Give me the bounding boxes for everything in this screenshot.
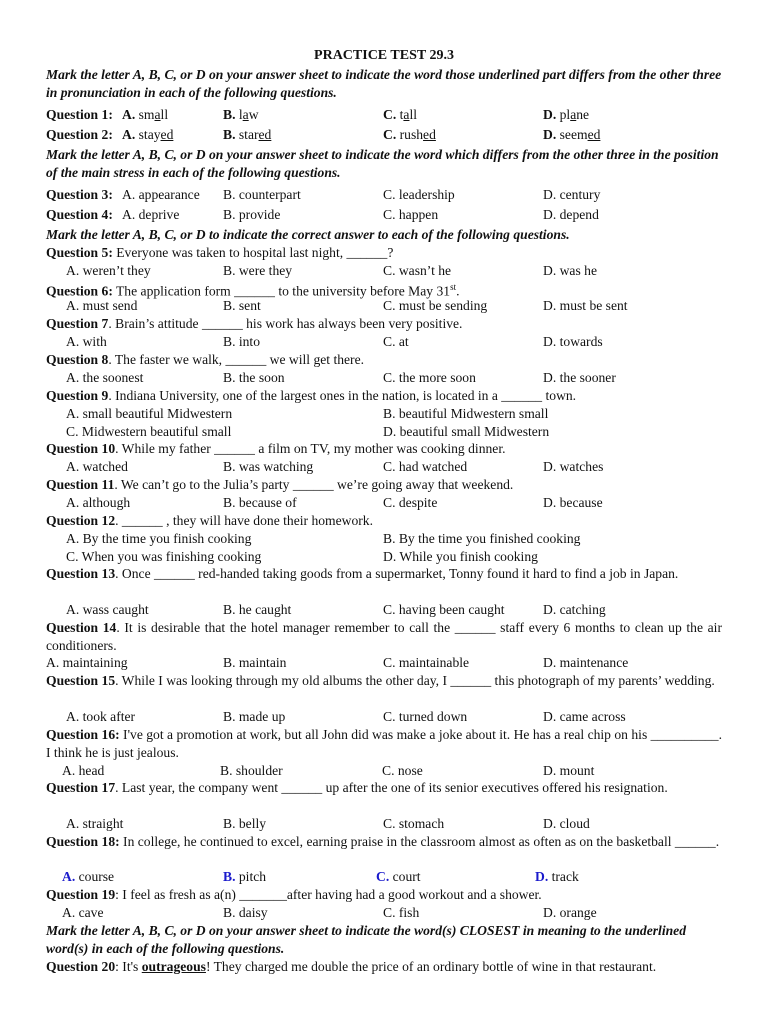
option-a: A. weren’t they	[66, 263, 151, 278]
option-a: A. the soonest	[66, 370, 144, 385]
question-1	[46, 106, 722, 124]
option-b: B. made up	[223, 709, 286, 724]
option-d: D. plane	[543, 107, 590, 122]
option-d: D. must be sent	[543, 298, 628, 313]
option-d: D. century	[543, 187, 601, 202]
option-c: C. When you was finishing cooking	[66, 549, 262, 564]
option-c: C. must be sending	[383, 298, 488, 313]
option-d: D. because	[543, 495, 603, 510]
option-a: A. appearance	[122, 187, 200, 202]
question-6: Question 6: The application form ______ to the university before May 31st.	[46, 282, 460, 299]
question-12: Question 12. ______ , they will have done their homework.	[46, 513, 373, 528]
question-19: Question 19: I feel as fresh as a(n) _______after having had a good workout and a shower.	[46, 887, 542, 902]
instruction-pronunciation: Mark the letter A, B, C, or D on your answer sheet to indicate the word those underlined part differs from the other three in pronunciation in each of the following questions.	[46, 67, 722, 100]
option-b: B. were they	[223, 263, 293, 278]
option-c: C. tall	[383, 107, 418, 122]
question-20: Question 20: It's outrageous! They charged me double the price of an ordinary bottle of wine in that restaurant.	[46, 959, 657, 974]
page-title: PRACTICE TEST 29.3	[314, 48, 454, 63]
option-c: C. leadership	[383, 187, 455, 202]
option-a: A. small	[122, 107, 169, 122]
option-b: B. was watching	[223, 459, 314, 474]
option-d: D. track	[535, 869, 579, 884]
option-a: A. head	[62, 763, 105, 778]
option-a: A. although	[66, 495, 131, 510]
option-b: B. the soon	[223, 370, 285, 385]
question-4	[46, 206, 722, 224]
question-17: Question 17. Last year, the company went ______ up after the one of its senior executives offered his resignation.	[46, 780, 668, 795]
option-c: C. nose	[382, 763, 423, 778]
option-d: D. mount	[543, 763, 595, 778]
option-d: D. catching	[543, 602, 606, 617]
option-a: A. By the time you finish cooking	[66, 531, 252, 546]
option-d: D. maintenance	[543, 655, 629, 670]
option-b: B. into	[223, 334, 261, 349]
option-b: B. sent	[223, 298, 261, 313]
option-c: C. turned down	[383, 709, 468, 724]
question-9: Question 9. Indiana University, one of the largest ones in the nation, is located in a ______ town.	[46, 388, 577, 403]
option-d: D. towards	[543, 334, 603, 349]
question-8: Question 8. The faster we walk, ______ we will get there.	[46, 352, 365, 367]
option-a: A. small beautiful Midwestern	[66, 406, 233, 421]
option-a: A. stayed	[122, 127, 174, 142]
option-d: D. seemed	[543, 127, 601, 142]
option-b: B. shoulder	[220, 763, 283, 778]
option-a: A. course	[62, 869, 115, 884]
option-c: C. court	[376, 869, 421, 884]
option-a: A. took after	[66, 709, 136, 724]
underlined-word: outrageous	[141, 959, 206, 974]
option-c: C. having been caught	[383, 602, 505, 617]
option-d: D. While you finish cooking	[383, 549, 538, 564]
instruction-stress: Mark the letter A, B, C, or D on your answer sheet to indicate the word which differs from the other three in the position of the main stress in each of the following questions.	[46, 147, 719, 180]
option-c: C. wasn’t he	[383, 263, 452, 278]
question-2	[46, 126, 722, 144]
question-13: Question 13. Once ______ red-handed taking goods from a supermarket, Tonny found it hard to find a job in Japan.	[46, 566, 679, 581]
option-c: C. fish	[383, 905, 420, 920]
question-15: Question 15. While I was looking through my old albums the other day, I ______ this photograph of my parents’ wedding.	[46, 673, 715, 688]
question-5: Question 5: Everyone was taken to hospital last night, ______?	[46, 245, 394, 260]
option-d: D. the sooner	[543, 370, 616, 385]
option-c: C. had watched	[383, 459, 468, 474]
option-c: C. at	[383, 334, 409, 349]
option-b: B. he caught	[223, 602, 292, 617]
option-a: A. deprive	[122, 207, 180, 222]
question-label: Question 3:	[46, 187, 113, 202]
option-b: B. provide	[223, 207, 281, 222]
option-a: A. must send	[66, 298, 138, 313]
instruction-correct-answer: Mark the letter A, B, C, or D to indicate the correct answer to each of the following questions.	[46, 227, 570, 242]
question-10: Question 10. While my father ______ a film on TV, my mother was cooking dinner.	[46, 441, 506, 456]
option-d: D. was he	[543, 263, 597, 278]
option-a: A. watched	[66, 459, 128, 474]
option-d: D. cloud	[543, 816, 590, 831]
option-b: B. pitch	[223, 869, 267, 884]
question-11: Question 11. We can’t go to the Julia’s party ______ we’re going away that weekend.	[46, 477, 514, 492]
option-d: D. came across	[543, 709, 626, 724]
question-7: Question 7. Brain’s attitude ______ his work has always been very positive.	[46, 316, 463, 331]
question-3	[46, 186, 722, 204]
option-c: C. despite	[383, 495, 438, 510]
option-b: B. daisy	[223, 905, 268, 920]
instruction-closest-meaning: Mark the letter A, B, C, or D on your answer sheet to indicate the word(s) CLOSEST in meaning to the underlined word(s) in each of the following questions.	[46, 923, 686, 956]
option-d: D. orange	[543, 905, 597, 920]
option-a: A. straight	[66, 816, 124, 831]
option-b: B. law	[223, 107, 259, 122]
option-d: D. watches	[543, 459, 604, 474]
option-a: A. wass caught	[66, 602, 149, 617]
option-a: A. with	[66, 334, 107, 349]
question-18: Question 18: In college, he continued to excel, earning praise in the classroom almost as often as on the basketball ______.	[46, 834, 720, 849]
question-label: Question 2:	[46, 127, 113, 142]
question-label: Question 1:	[46, 107, 113, 122]
option-b: B. beautiful Midwestern small	[383, 406, 549, 421]
option-a: A. cave	[62, 905, 104, 920]
option-c: C. Midwestern beautiful small	[66, 424, 232, 439]
option-b: B. because of	[223, 495, 297, 510]
option-c: C. stomach	[383, 816, 445, 831]
option-d: D. beautiful small Midwestern	[383, 424, 550, 439]
option-b: B. maintain	[223, 655, 287, 670]
question-14: Question 14. It is desirable that the hotel manager remember to call the ______ staff every 6 months to clean up the air conditioners.	[46, 620, 722, 653]
option-c: C. rushed	[383, 127, 436, 142]
question-label: Question 4:	[46, 207, 113, 222]
option-c: C. the more soon	[383, 370, 476, 385]
option-c: C. maintainable	[383, 655, 470, 670]
option-b: B. stared	[223, 127, 272, 142]
option-d: D. depend	[543, 207, 599, 222]
question-16: Question 16: I've got a promotion at work, but all John did was make a joke about it. He has a real chip on his __________. I think he is just jealous.	[46, 727, 722, 760]
option-b: B. counterpart	[223, 187, 301, 202]
option-a: A. maintaining	[46, 655, 128, 670]
option-c: C. happen	[383, 207, 439, 222]
option-b: B. By the time you finished cooking	[383, 531, 581, 546]
option-b: B. belly	[223, 816, 267, 831]
